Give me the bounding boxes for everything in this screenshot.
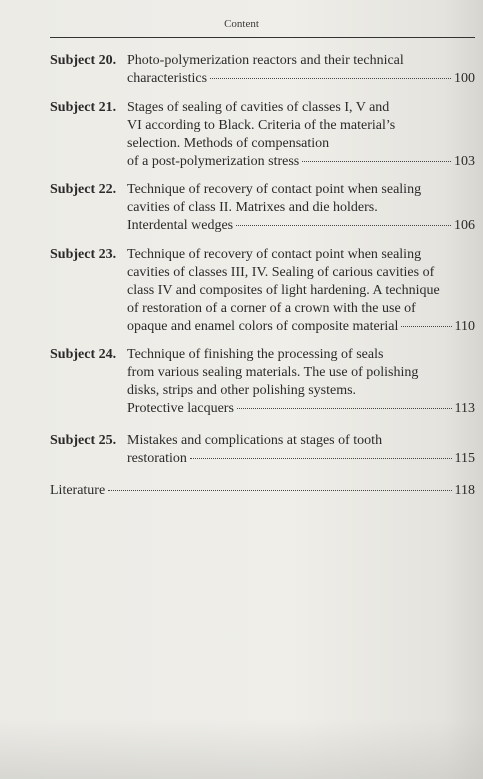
toc-entry-line: class IV and composites of light hardening. A technique: [127, 283, 440, 298]
toc-entry-line: opaque and enamel colors of composite material: [127, 319, 399, 334]
toc-entry-line: disks, strips and other polishing systems.: [127, 383, 357, 398]
dot-leader: [237, 408, 452, 409]
toc-entry-line: of restoration of a corner of a crown with the use of: [127, 301, 416, 316]
dot-leader: [236, 225, 451, 226]
toc-entry-line: Technique of recovery of contact point when sealing: [127, 247, 422, 262]
toc-entry-line: Photo-polymerization reactors and their technical: [127, 53, 404, 68]
dot-leader: [108, 490, 451, 491]
toc-entry-line: of a post-polymerization stress: [127, 154, 300, 169]
toc-entry-line: cavities of classes III, IV. Sealing of carious cavities of: [127, 265, 435, 280]
toc-entry-label: Subject 23.: [50, 247, 117, 262]
page-number: 110: [454, 319, 475, 334]
toc-entry-line: cavities of class II. Matrixes and die holders.: [127, 200, 378, 215]
dot-leader: [302, 161, 451, 162]
toc-entry-label: Literature: [50, 483, 106, 498]
page-number: 118: [454, 483, 475, 498]
toc-entry-line: selection. Methods of compensation: [127, 136, 330, 151]
dot-leader: [401, 326, 451, 327]
page-number: 103: [454, 154, 475, 169]
page-number: 113: [454, 401, 475, 416]
toc-entry-label: Subject 21.: [50, 100, 117, 115]
toc-entry-label: Subject 20.: [50, 53, 117, 68]
toc-entry-line: characteristics: [127, 71, 208, 86]
toc-entry-line: Interdental wedges: [127, 218, 234, 233]
page-number: 100: [454, 71, 475, 86]
toc-entry-label: Subject 25.: [50, 433, 117, 448]
toc-entry-line: Mistakes and complications at stages of tooth: [127, 433, 383, 448]
toc-entry-label: Subject 24.: [50, 347, 117, 362]
page-number: 106: [454, 218, 475, 233]
toc-entry-line: Technique of finishing the processing of seals: [127, 347, 384, 362]
toc-entry-line: Protective lacquers: [127, 401, 234, 416]
running-header: Content: [224, 18, 259, 30]
page-number: 115: [454, 451, 475, 466]
dot-leader: [190, 458, 452, 459]
toc-entry-label: Subject 22.: [50, 182, 117, 197]
toc-entry-line: VI according to Black. Criteria of the material’s: [127, 118, 396, 133]
toc-entry-line: Technique of recovery of contact point when sealing: [127, 182, 422, 197]
toc-entry-literature[interactable]: [50, 482, 475, 500]
toc-entry-line: restoration: [127, 451, 187, 466]
toc-entry-line: from various sealing materials. The use of polishing: [127, 365, 419, 380]
page-shadow: [0, 719, 483, 779]
dot-leader: [210, 78, 451, 79]
toc-entry-line: Stages of sealing of cavities of classes I, V and: [127, 100, 390, 115]
header-rule: [50, 37, 475, 38]
